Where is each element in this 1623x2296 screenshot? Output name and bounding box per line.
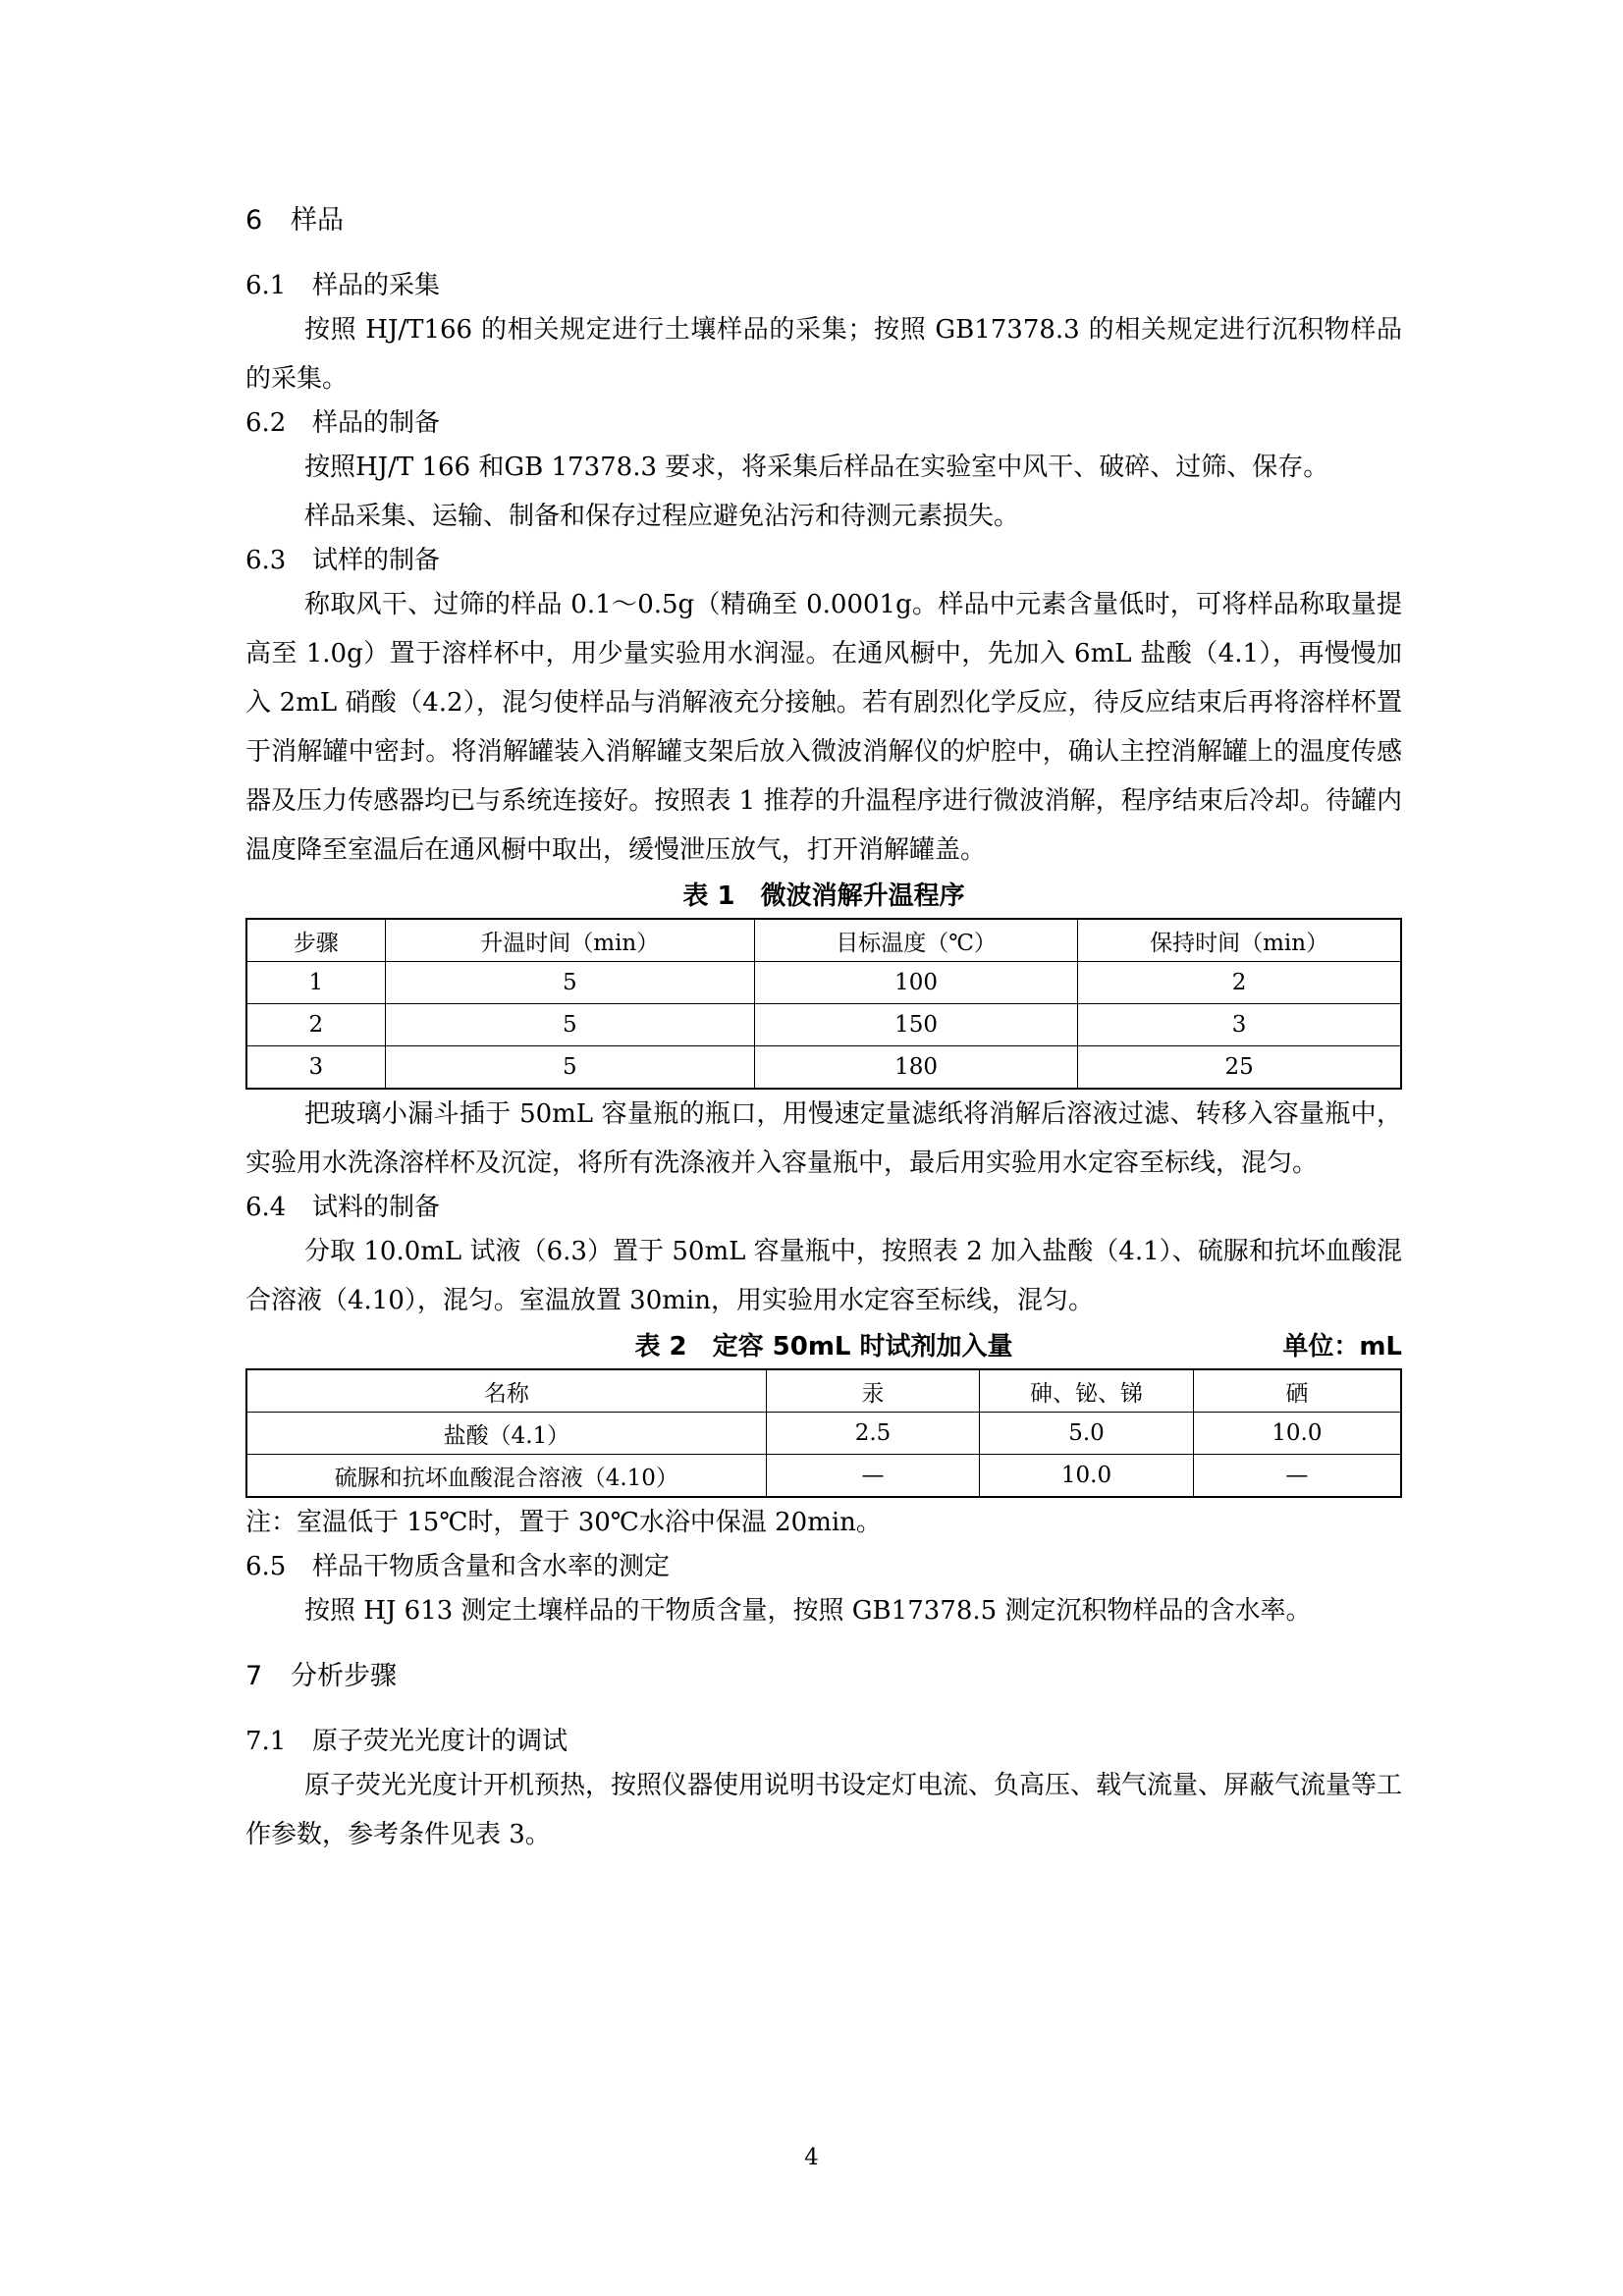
table-cell: — [1193, 1455, 1401, 1498]
subsection-6-1-heading [245, 266, 1402, 305]
subsection-title: 原子荧光光度计的调试 [312, 1727, 568, 1756]
subsection-6-2-heading [245, 403, 1402, 443]
table-note: 注：室温低于 15℃时，置于 30℃水浴中保温 20min。 [245, 1508, 882, 1537]
table-header-row [246, 919, 1401, 962]
subsection-number: 6.4 [245, 1193, 287, 1222]
paragraph: 原子荧光光度计开机预热，按照仪器使用说明书设定灯电流、负高压、载气流量、屏蔽气流量等工作参数，参考条件见表 3。 [245, 1771, 1403, 1849]
table-cell: 180 [754, 1046, 1077, 1090]
page-content [245, 201, 1402, 1859]
table-cell: 2 [246, 1004, 385, 1046]
table-cell: 3 [246, 1046, 385, 1090]
table-cell: 10.0 [1193, 1413, 1401, 1455]
section-number: 6 [245, 205, 263, 236]
subsection-title: 样品的制备 [312, 408, 441, 438]
table-header-cell: 保持时间（min） [1078, 919, 1401, 962]
table-cell: 25 [1078, 1046, 1401, 1090]
section-7-heading [245, 1657, 1402, 1696]
subsection-number: 7.1 [245, 1727, 287, 1756]
table-cell: 2.5 [766, 1413, 980, 1455]
table-row [246, 1413, 1401, 1455]
table-cell: 硫脲和抗坏血酸混合溶液（4.10） [246, 1455, 766, 1498]
spacer [245, 1635, 1402, 1657]
subsection-number: 6.5 [245, 1552, 287, 1581]
subsection-title: 样品干物质含量和含水率的测定 [312, 1552, 671, 1581]
table-row [246, 1046, 1401, 1090]
table-1-caption: 表 1 微波消解升温程序 [682, 881, 965, 911]
table-header-cell: 汞 [766, 1369, 980, 1413]
subsection-title: 试料的制备 [312, 1193, 441, 1222]
table-row [246, 1004, 1401, 1046]
table-cell: 盐酸（4.1） [246, 1413, 766, 1455]
subsection-6-3-heading [245, 541, 1402, 580]
paragraph: 样品采集、运输、制备和保存过程应避免沾污和待测元素损失。 [304, 502, 1020, 531]
table-cell: 5.0 [980, 1413, 1194, 1455]
section-6-heading [245, 201, 1402, 240]
table-header-cell: 砷、铋、锑 [980, 1369, 1194, 1413]
subsection-number: 6.1 [245, 271, 287, 300]
table-cell: 5 [385, 1046, 754, 1090]
subsection-6-5-heading [245, 1547, 1402, 1586]
table-header-row [246, 1369, 1401, 1413]
table-cell: 100 [754, 962, 1077, 1004]
table-2-unit: 单位：mL [1282, 1332, 1402, 1362]
table-1 [245, 918, 1402, 1090]
table-cell: 10.0 [980, 1455, 1194, 1498]
subsection-7-1-heading [245, 1722, 1402, 1761]
table-2 [245, 1368, 1402, 1498]
table-cell: 5 [385, 962, 754, 1004]
subsection-title: 样品的采集 [312, 271, 441, 300]
table-cell: 3 [1078, 1004, 1401, 1046]
table-2-caption [245, 1329, 1402, 1364]
paragraph: 把玻璃小漏斗插于 50mL 容量瓶的瓶口，用慢速定量滤纸将消解后溶液过滤、转移入容量瓶中，实验用水洗涤溶样杯及沉淀，将所有洗涤液并入容量瓶中，最后用实验用水定容至标线，混匀。 [245, 1099, 1402, 1178]
table-cell: 2 [1078, 962, 1401, 1004]
table-header-cell: 名称 [246, 1369, 766, 1413]
subsection-6-4-heading [245, 1188, 1402, 1227]
table-2-title: 表 2 定容 50mL 时试剂加入量 [634, 1332, 1013, 1362]
subsection-number: 6.2 [245, 408, 287, 438]
table-cell: — [766, 1455, 980, 1498]
page-number: 4 [804, 2145, 819, 2170]
section-title: 样品 [291, 205, 344, 236]
table-cell: 1 [246, 962, 385, 1004]
section-title: 分析步骤 [291, 1661, 397, 1691]
subsection-title: 试样的制备 [312, 546, 441, 575]
paragraph: 分取 10.0mL 试液（6.3）置于 50mL 容量瓶中，按照表 2 加入盐酸（4.1）、硫脲和抗坏血酸混合溶液（4.10），混匀。室温放置 30min，用实验用水定容至标线，混匀。 [245, 1237, 1402, 1315]
paragraph: 按照 HJ/T166 的相关规定进行土壤样品的采集；按照 GB17378.3 的相关规定进行沉积物样品的采集。 [245, 315, 1402, 394]
table-row [246, 962, 1401, 1004]
table-header-cell: 目标温度（℃） [754, 919, 1077, 962]
table-header-cell: 硒 [1193, 1369, 1401, 1413]
table-row [246, 1455, 1401, 1498]
subsection-number: 6.3 [245, 546, 287, 575]
table-cell: 5 [385, 1004, 754, 1046]
section-number: 7 [245, 1661, 263, 1691]
paragraph: 称取风干、过筛的样品 0.1～0.5g（精确至 0.0001g。样品中元素含量低时，可将样品称取量提高至 1.0g）置于溶样杯中，用少量实验用水润湿。在通风橱中，先加入 6mL 盐酸（4.1），再慢慢加入 2mL 硝酸（4.2），混匀使样品与消解液充分接触。若有剧烈化学反应，待反应结束后再将溶样杯置于消解罐中密封。将消解罐装入消解罐支架后放入微波消解仪的炉腔中，确认主控消解罐上的温度传感器及压力传感器均已与系统连接好。按照表 1 推荐的升温程序进行微波消解，程序结束后冷却。待罐内温度降至室温后在通风橱中取出，缓慢泄压放气，打开消解罐盖。 [245, 590, 1402, 865]
table-cell: 150 [754, 1004, 1077, 1046]
paragraph: 按照 HJ 613 测定土壤样品的干物质含量，按照 GB17378.5 测定沉积物样品的含水率。 [304, 1596, 1312, 1626]
table-header-cell: 步骤 [246, 919, 385, 962]
paragraph: 按照HJ/T 166 和GB 17378.3 要求，将采集后样品在实验室中风干、破碎、过筛、保存。 [304, 453, 1329, 482]
table-header-cell: 升温时间（min） [385, 919, 754, 962]
